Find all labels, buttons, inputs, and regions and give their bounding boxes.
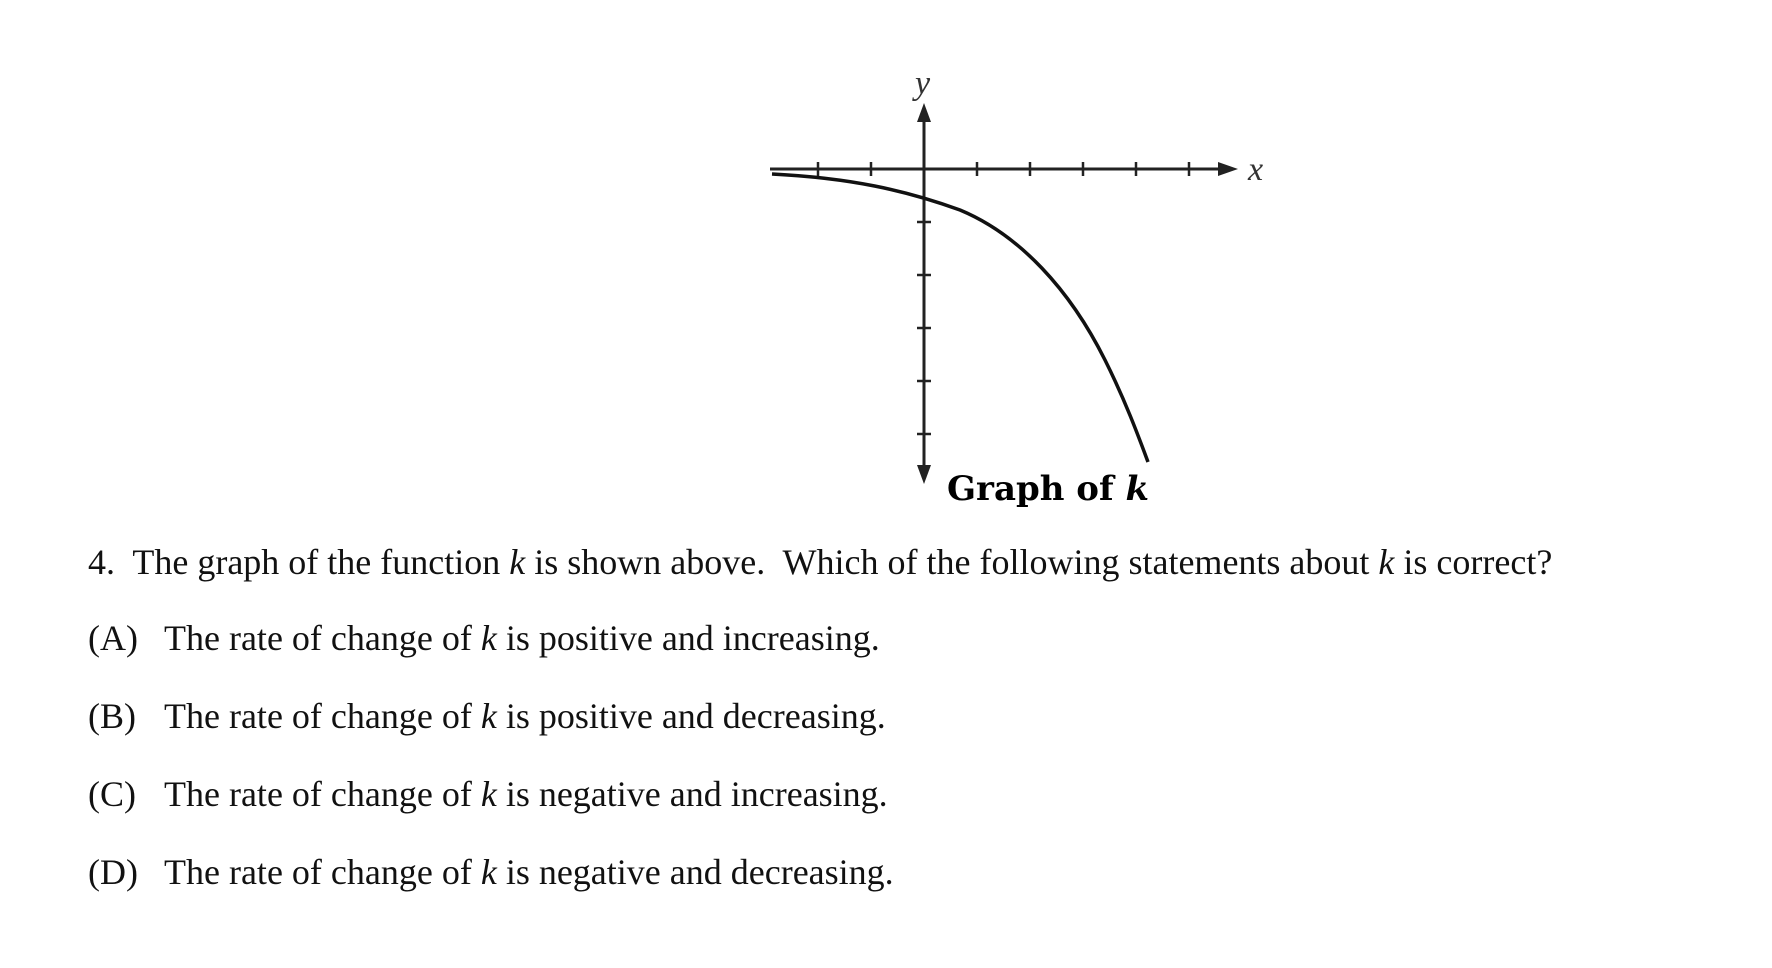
x-axis-label: x (1248, 151, 1264, 188)
choice-b[interactable] (88, 694, 886, 738)
question-var-2: k (1378, 542, 1395, 582)
y-axis-arrow-up (917, 103, 931, 122)
choice-var: k (480, 696, 497, 736)
choice-text-after: is negative and decreasing. (496, 852, 894, 892)
y-axis-label: y (915, 65, 931, 102)
choice-a[interactable] (88, 616, 880, 660)
choice-var: k (480, 618, 497, 658)
choice-c[interactable] (88, 772, 888, 816)
question-text-after: is correct? (1394, 542, 1553, 582)
choice-text-before: The rate of change of (164, 774, 481, 814)
choice-text-after: is negative and increasing. (496, 774, 888, 814)
choice-text-before: The rate of change of (164, 852, 481, 892)
x-axis-arrow (1218, 162, 1238, 176)
y-axis-arrow-down (917, 465, 931, 484)
choice-var: k (480, 774, 497, 814)
choice-letter: (D) (88, 852, 138, 892)
choice-text-after: is positive and increasing. (496, 618, 880, 658)
choice-text-before: The rate of change of (164, 618, 481, 658)
choice-text-before: The rate of change of (164, 696, 481, 736)
choice-d[interactable] (88, 850, 894, 894)
question-number: 4. (88, 542, 115, 582)
choice-text-after: is positive and decreasing. (496, 696, 886, 736)
function-k-curve (772, 174, 1148, 462)
question-var-1: k (509, 542, 526, 582)
question-text-middle: is shown above. Which of the following statements about (525, 542, 1379, 582)
graph-caption: Graph of k (947, 469, 1150, 509)
choice-letter: (C) (88, 774, 136, 814)
question-text-before: The graph of the function (132, 542, 510, 582)
choice-var: k (480, 852, 497, 892)
choice-letter: (A) (88, 618, 138, 658)
question-stem (88, 540, 1552, 584)
choice-letter: (B) (88, 696, 136, 736)
